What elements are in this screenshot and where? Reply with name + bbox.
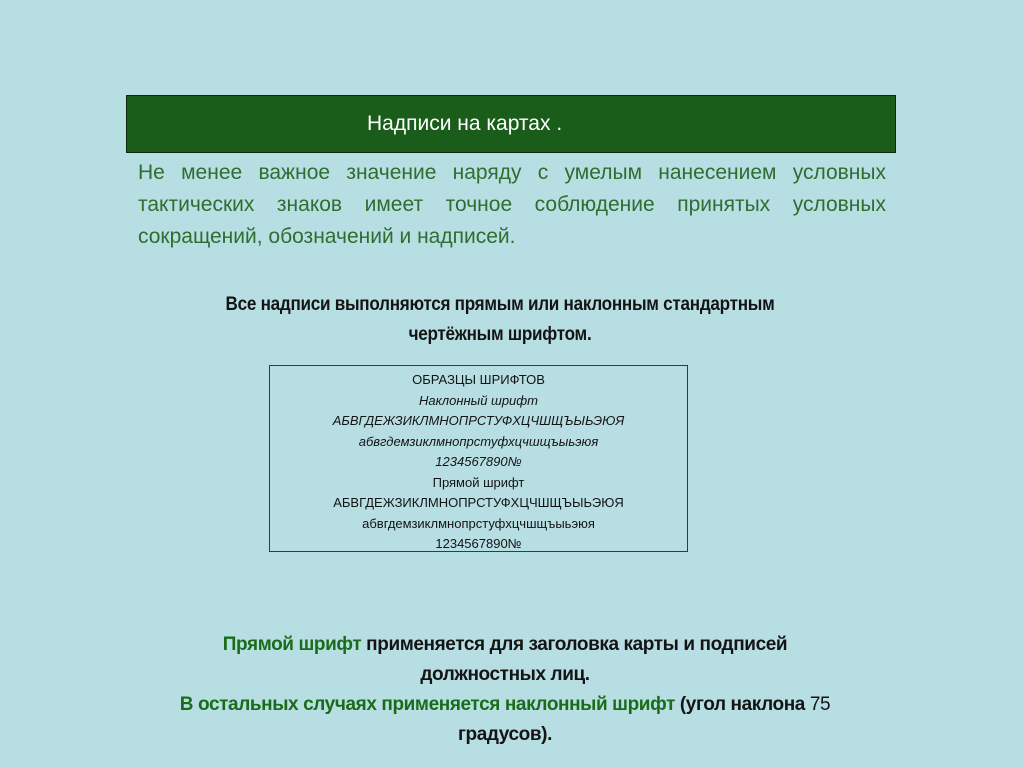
font-requirement-note bbox=[185, 290, 815, 350]
upright-font-term: Прямой шрифт bbox=[222, 634, 362, 655]
slant-angle-value: 75 bbox=[809, 694, 831, 715]
upright-lowercase-sample: абвгдемзиклмнопрстуфхцчшщъыьэюя bbox=[362, 515, 595, 531]
slide-title: Надписи на картах . bbox=[367, 112, 563, 135]
note-line-2: чертёжным шрифтом. bbox=[408, 324, 592, 345]
font-samples-box bbox=[269, 365, 688, 552]
usage-line-1 bbox=[120, 630, 890, 660]
italic-digits-sample: 1234567890№ bbox=[435, 454, 522, 469]
title-banner bbox=[126, 95, 896, 153]
usage-rules bbox=[120, 630, 890, 750]
italic-font-term: В остальных случаях применяется наклонный шрифт bbox=[179, 694, 675, 715]
italic-uppercase-sample: АБВГДЕЖЗИКЛМНОПРСТУФХЦЧШЩЪЫЬЭЮЯ bbox=[332, 413, 625, 428]
usage-line-1-rest: применяется для заголовка карты и подписей bbox=[361, 634, 788, 655]
note-line-1: Все надписи выполняются прямым или наклонным стандартным bbox=[225, 294, 775, 315]
italic-lowercase-sample: абвгдемзиклмнопрстуфхцчшщъыьэюя bbox=[358, 433, 599, 449]
usage-line-4: градусов). bbox=[458, 724, 552, 745]
upright-digits-sample: 1234567890№ bbox=[435, 536, 522, 551]
usage-line-2: должностных лиц. bbox=[420, 664, 590, 685]
usage-line-3-rest: (угол наклона bbox=[674, 694, 810, 715]
usage-line-3 bbox=[120, 690, 890, 720]
intro-paragraph: Не менее важное значение наряду с умелым нанесением условных тактических знаков имеет точное соблюдение принятых условных сокращений, обозначений и надписей. bbox=[138, 161, 886, 248]
italic-font-label: Наклонный шрифт bbox=[419, 392, 538, 408]
upright-font-label: Прямой шрифт bbox=[432, 474, 525, 490]
samples-heading: ОБРАЗЦЫ ШРИФТОВ bbox=[412, 372, 545, 387]
upright-uppercase-sample: АБВГДЕЖЗИКЛМНОПРСТУФХЦЧШЩЪЫЬЭЮЯ bbox=[333, 495, 624, 510]
